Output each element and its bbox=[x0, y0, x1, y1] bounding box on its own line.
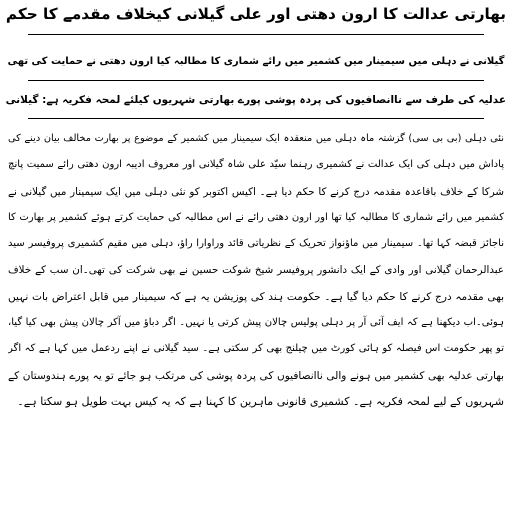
sub-headline-1: گیلانی نے دہلی میں سیمینار میں کشمیر میں رائے شماری کا مطالبہ کیا ارون دھتی نے حمایت کی تھی bbox=[7, 56, 505, 67]
headline-divider bbox=[28, 34, 484, 35]
body-line: بھارتی عدلیہ بھی کشمیر میں ہونے والی ناانصافیوں کی پردہ پوشی کی مرتکب ہو جائے تو یہ پورے ہندوستان کے bbox=[8, 369, 504, 382]
body-line: کشمیر میں رائے شماری کا مطالبہ کیا تھا اور ارون دھتی رائے نے اس مطالبہ کی حمایت کرتے ہوئے کشمیر پر بھارت کا bbox=[8, 211, 504, 223]
body-line: ہوئی۔اب دیکھنا ہے کہ ایف آئی آر پر دہلی پولیس چالان پیش کرتی یا نہیں۔ اگر دباؤ میں آکر چالان پیش بھی کیا گیا، bbox=[8, 317, 504, 329]
body-line: شرکا کے خلاف باقاعدہ مقدمہ درج کرنے کا حکم دیا ہے۔ اکیس اکتوبر کو نئی دہلی میں ایک سیمینار میں گیلانی نے bbox=[8, 185, 504, 198]
body-line: شہریوں کے لیے لمحہ فکریہ ہے۔ کشمیری قانونی ماہرین کا کہنا ہے کہ یہ کیس بہت طویل ہو سکتا ہے۔ bbox=[17, 394, 504, 408]
body-line: نئی دہلی (بی بی سی) گزشتہ ماہ دہلی میں منعقدہ ایک سیمینار میں کشمیر کے موضوع پر بھارت مخالف بیان دینے کی bbox=[8, 133, 504, 144]
article-body bbox=[8, 126, 504, 415]
body-line: بھی مقدمہ درج کرنے کا حکم دیا گیا ہے۔ حکومت ہند کی پوزیشن یہ ہے کہ سیمینار میں قابل اعتراض بات نہیں bbox=[8, 290, 504, 303]
headline-divider bbox=[28, 118, 484, 119]
sub-headline-2: عدلیہ کی طرف سے ناانصافیوں کی پردہ پوشی پورے بھارتی شہریوں کیلئے لمحہ فکریہ ہے: گیلانی bbox=[5, 94, 506, 106]
headline-divider bbox=[28, 80, 484, 81]
body-line: تو پھر حکومت اس فیصلہ کو ہائی کورٹ میں چیلنج بھی کر سکتی ہے۔ سید گیلانی نے اپنے ردعمل میں کہا ہے کہ اگر bbox=[8, 343, 504, 355]
body-line: ناجائز قبضہ کہا تھا۔ سیمینار میں ماؤنواز تحریک کے نظریاتی قائد وراوارا راؤ، دہلی میں مقیم کشمیری پروفیسر سید bbox=[8, 238, 504, 250]
body-line: پاداش میں دہلی کی ایک عدالت نے کشمیری رہنما سیّد علی شاہ گیلانی اور معروف ادیبہ ارون دھتی رائے سمیت پانچ bbox=[8, 159, 504, 171]
body-line: عبدالرحمان گیلانی اور وادی کے ایک دانشور پروفیسر شیخ شوکت حسین نے بھی شرکت کی تھی۔ان سب کے خلاف bbox=[8, 264, 504, 277]
main-headline: بھارتی عدالت کا ارون دھتی اور علی گیلانی کیخلاف مقدمے کا حکم bbox=[5, 5, 506, 23]
